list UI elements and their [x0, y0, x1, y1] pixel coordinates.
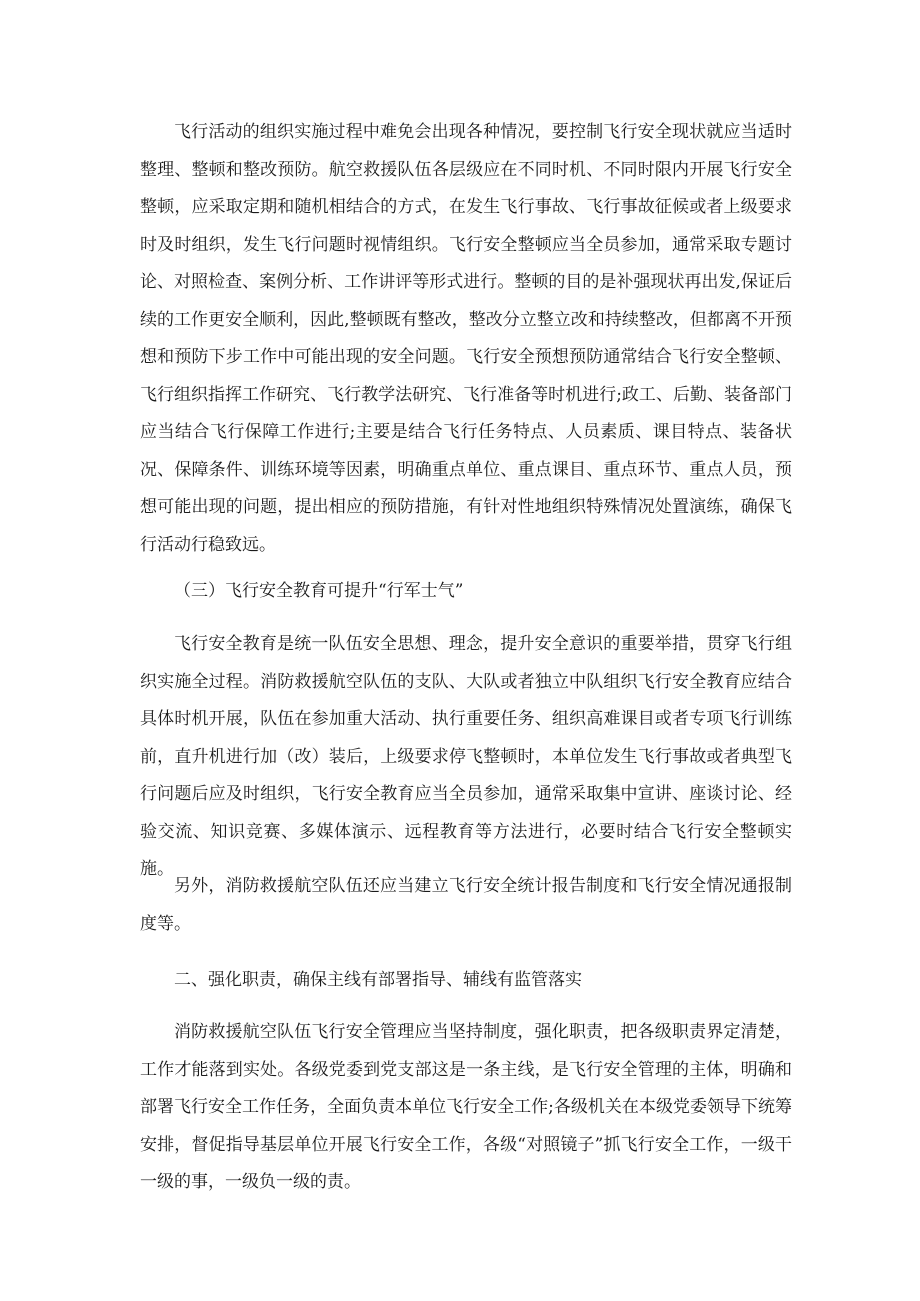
paragraph-statistics-reporting: 另外，消防救援航空队伍还应当建立飞行安全统计报告制度和飞行安全情况通报制度等。 [140, 876, 792, 934]
subheading-safety-education: （三）飞行安全教育可提升“行军士气” [174, 581, 464, 601]
paragraph-duties: 消防救援航空队伍飞行安全管理应当坚持制度，强化职责，把各级职责界定清楚，工作才能落到实处。各级党委到党支部这是一条主线，是飞行安全管理的主体，明确和部署飞行安全工作任务，全面负责本单位飞行安全工作;各级机关在本级党委领导下统筹安排，督促指导基层单位开展飞行安全工作，各级“对照镜子”抓飞行安全工作，一级干一级的事，一级负一级的责。 [140, 1022, 792, 1192]
section-heading-strengthen-duties: 二、强化职责，确保主线有部署指导、辅线有监管落实 [174, 970, 582, 990]
paragraph-flight-safety-rectification: 飞行活动的组织实施过程中难免会出现各种情况，要控制飞行安全现状就应当适时整理、整顿和整改预防。航空救援队伍各层级应在不同时机、不同时限内开展飞行安全整顿，应采取定期和随机相结合的方式，在发生飞行事故、飞行事故征候或者上级要求时及时组织，发生飞行问题时视情组织。飞行安全整顿应当全员参加，通常采取专题讨论、对照检查、案例分析、工作讲评等形式进行。整顿的目的是补强现状再出发,保证后续的工作更安全顺利，因此,整顿既有整改，整改分立整立改和持续整改，但都离不开预想和预防下步工作中可能出现的安全问题。飞行安全预想预防通常结合飞行安全整顿、飞行组织指挥工作研究、飞行教学法研究、飞行准备等时机进行;政工、后勤、装备部门应当结合飞行保障工作进行;主要是结合飞行任务特点、人员素质、课目特点、装备状况、保障条件、训练环境等因素，明确重点单位、重点课目、重点环节、重点人员，预想可能出现的问题，提出相应的预防措施，有针对性地组织特殊情况处置演练，确保飞行活动行稳致远。 [140, 122, 792, 555]
paragraph-safety-education: 飞行安全教育是统一队伍安全思想、理念，提升安全意识的重要举措，贯穿飞行组织实施全过程。消防救援航空队伍的支队、大队或者独立中队组织飞行安全教育应结合具体时机开展，队伍在参加重大活动、执行重要任务、组织高难课目或者专项飞行训练前，直升机进行加（改）装后，上级要求停飞整顿时，本单位发生飞行事故或者典型飞行问题后应及时组织，飞行安全教育应当全员参加，通常采取集中宣讲、座谈讨论、经验交流、知识竞赛、多媒体演示、远程教育等方法进行，必要时结合飞行安全整顿实施。 [140, 634, 792, 879]
